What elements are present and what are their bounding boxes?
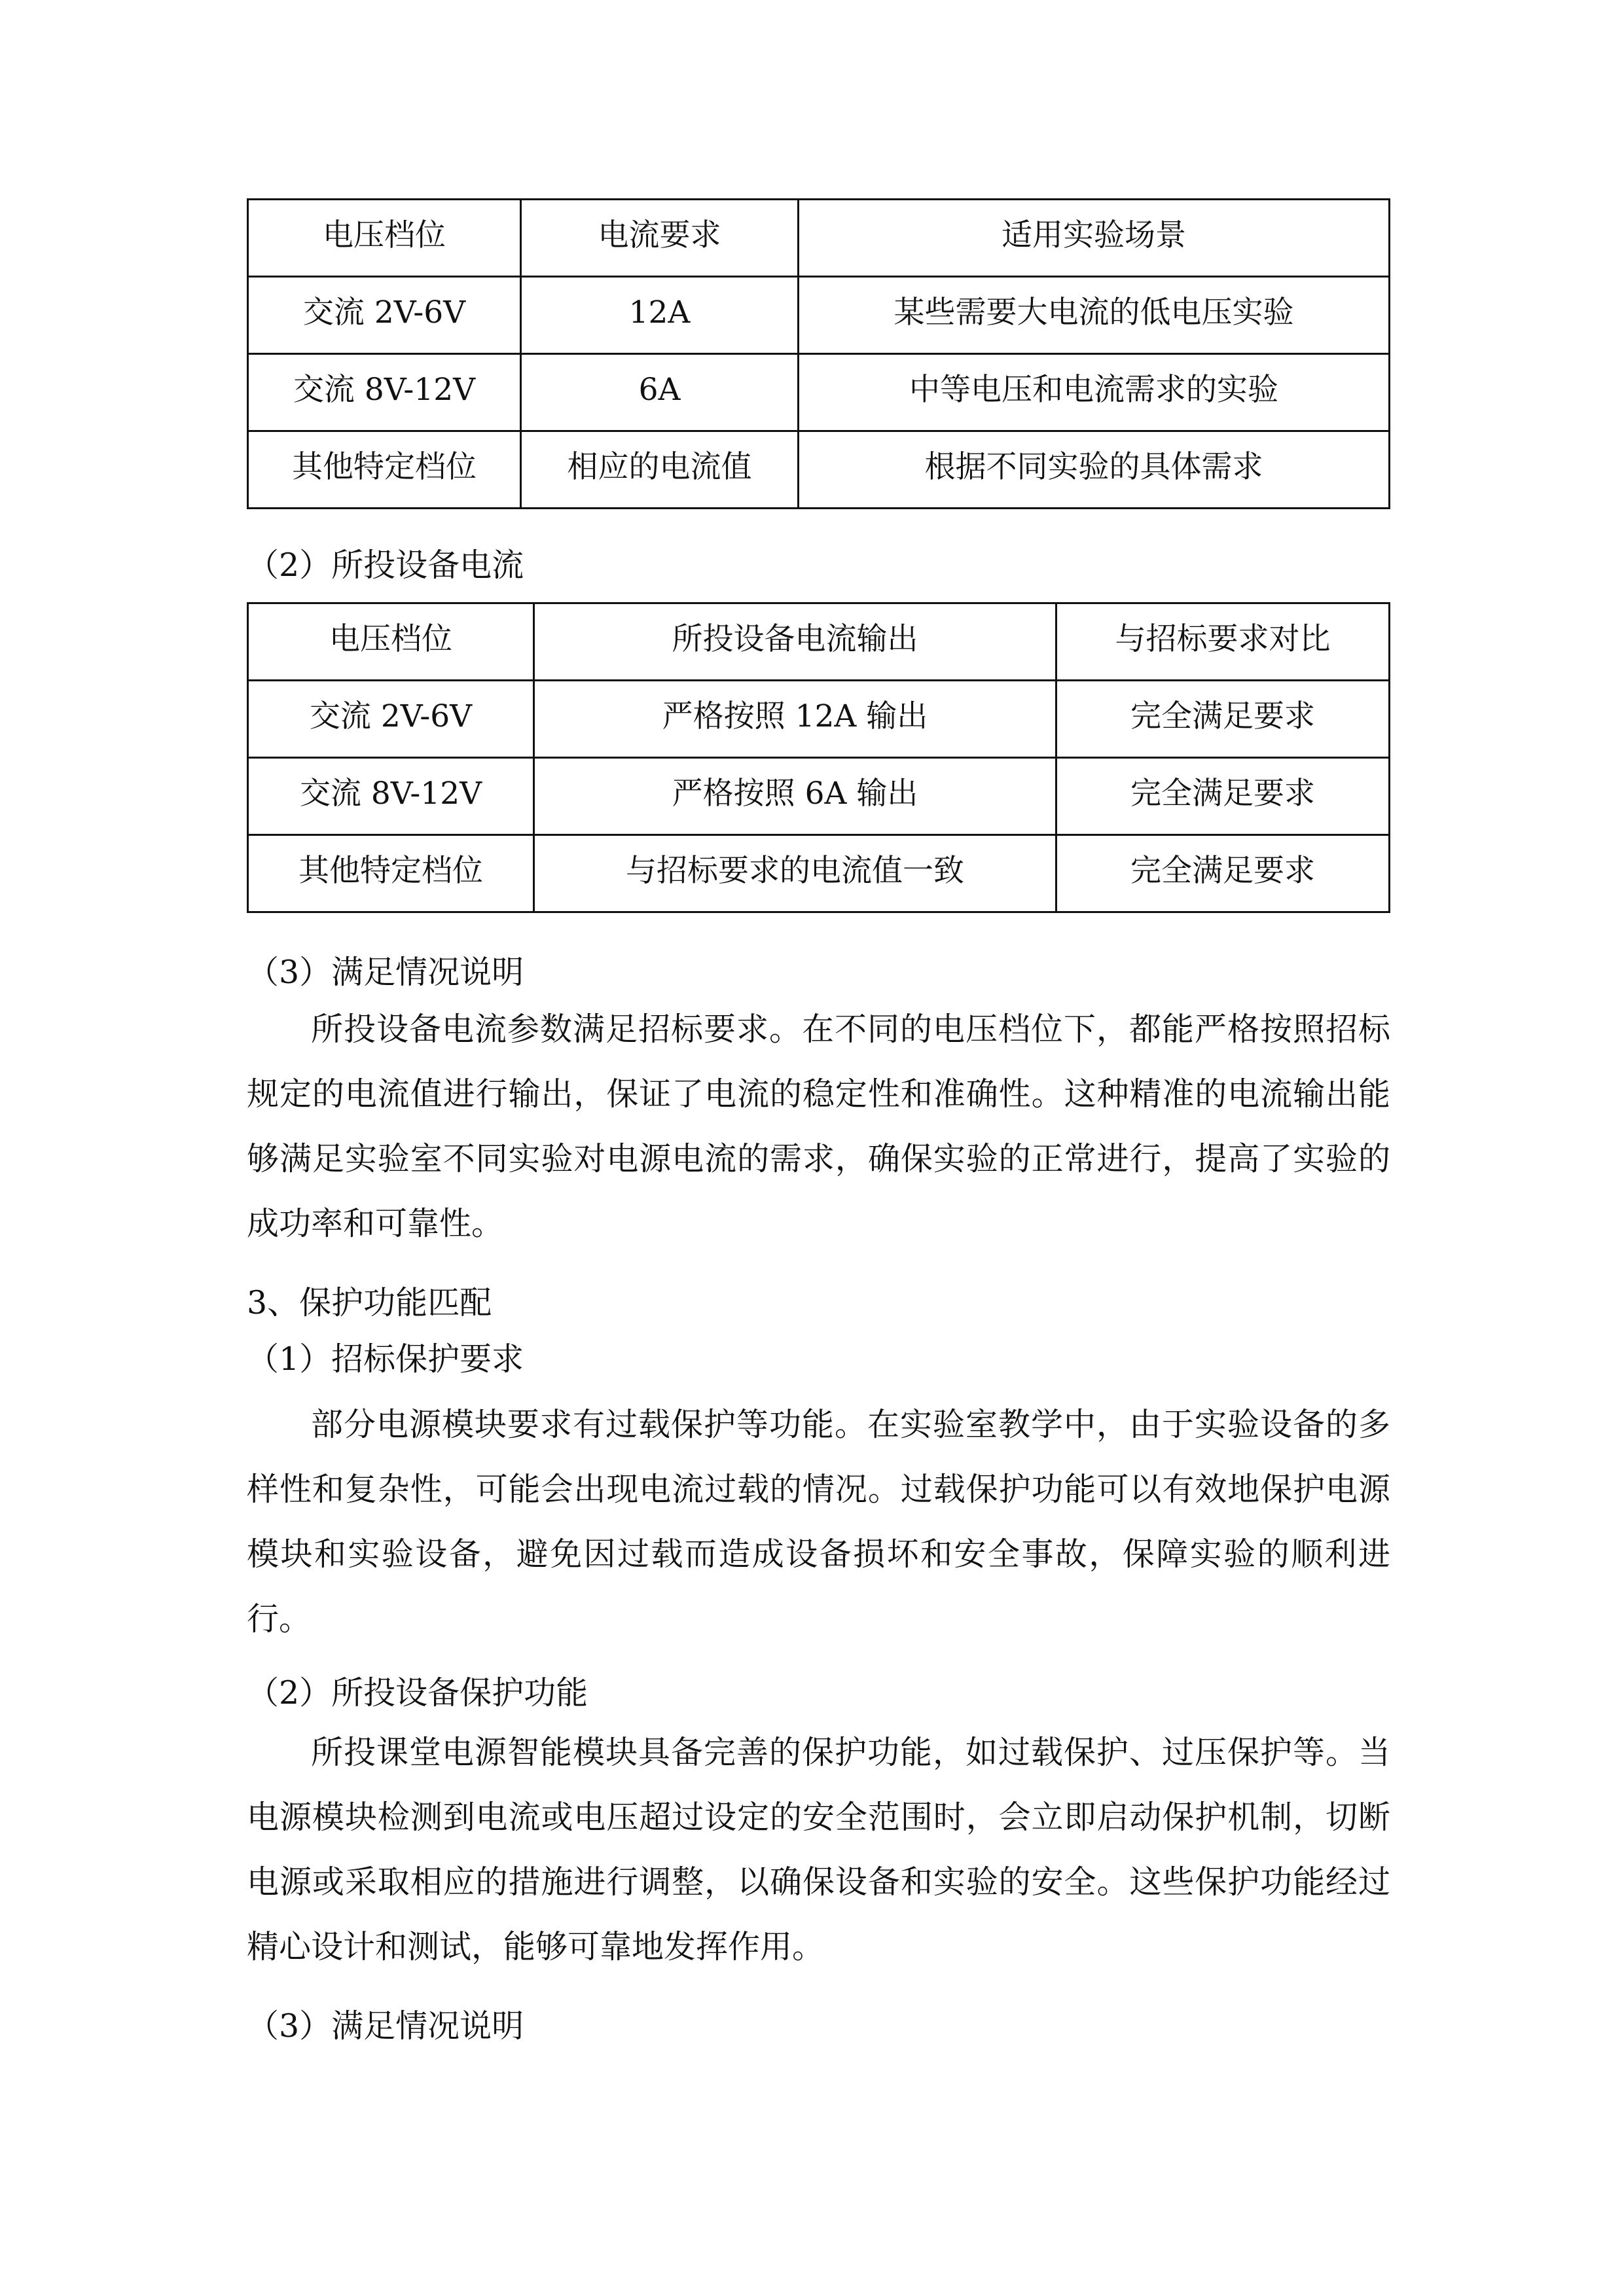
current-requirement-table bbox=[247, 198, 1390, 509]
table-cell: 完全满足要求 bbox=[1056, 681, 1390, 758]
header-cell: 电流要求 bbox=[521, 200, 799, 277]
paragraph: 部分电源模块要求有过载保护等功能。在实验室教学中，由于实验设备的多样性和复杂性，可能会出现电流过载的情况。过载保护功能可以有效地保护电源模块和实验设备，避免因过载而造成设备损坏和安全事故，保障实验的顺利进行。 bbox=[247, 1406, 1390, 1638]
table-cell: 完全满足要求 bbox=[1056, 758, 1390, 835]
table-header-row bbox=[248, 200, 1390, 277]
table-cell: 12A bbox=[521, 277, 799, 354]
table-cell: 严格按照 12A 输出 bbox=[534, 681, 1056, 758]
device-current-table bbox=[247, 602, 1390, 913]
table-row bbox=[248, 758, 1390, 835]
section-title: （2）所投设备电流 bbox=[247, 547, 524, 584]
table-cell: 交流 8V-12V bbox=[248, 758, 534, 835]
table-cell: 交流 2V-6V bbox=[248, 277, 521, 354]
table-cell: 6A bbox=[521, 354, 799, 431]
paragraph: 所投设备电流参数满足招标要求。在不同的电压档位下，都能严格按照招标规定的电流值进行输出，保证了电流的稳定性和准确性。这种精准的电流输出能够满足实验室不同实验对电源电流的需求，确保实验的正常进行，提高了实验的成功率和可靠性。 bbox=[247, 1011, 1390, 1242]
section-title: （2）所投设备保护功能 bbox=[247, 1674, 588, 1712]
header-cell: 所投设备电流输出 bbox=[534, 603, 1056, 681]
table-row bbox=[248, 431, 1390, 509]
table-row bbox=[248, 354, 1390, 431]
section-title: （1）招标保护要求 bbox=[247, 1340, 524, 1378]
header-cell: 电压档位 bbox=[248, 200, 521, 277]
header-cell: 与招标要求对比 bbox=[1056, 603, 1390, 681]
table-cell: 中等电压和电流需求的实验 bbox=[799, 354, 1390, 431]
table-cell: 严格按照 6A 输出 bbox=[534, 758, 1056, 835]
header-cell: 电压档位 bbox=[248, 603, 534, 681]
table-cell: 相应的电流值 bbox=[521, 431, 799, 509]
table-row bbox=[248, 835, 1390, 912]
table-cell: 某些需要大电流的低电压实验 bbox=[799, 277, 1390, 354]
header-cell: 适用实验场景 bbox=[799, 200, 1390, 277]
table-cell: 完全满足要求 bbox=[1056, 835, 1390, 912]
table-cell: 其他特定档位 bbox=[248, 431, 521, 509]
table-cell: 其他特定档位 bbox=[248, 835, 534, 912]
table-cell: 交流 2V-6V bbox=[248, 681, 534, 758]
table-row bbox=[248, 681, 1390, 758]
section-title: （3）满足情况说明 bbox=[247, 954, 524, 991]
heading: 3、保护功能匹配 bbox=[247, 1284, 492, 1321]
paragraph: 所投课堂电源智能模块具备完善的保护功能，如过载保护、过压保护等。当电源模块检测到电流或电压超过设定的安全范围时，会立即启动保护机制，切断电源或采取相应的措施进行调整，以确保设备和实验的安全。这些保护功能经过精心设计和测试，能够可靠地发挥作用。 bbox=[247, 1734, 1390, 1965]
table-cell: 与招标要求的电流值一致 bbox=[534, 835, 1056, 912]
table-row bbox=[248, 277, 1390, 354]
table-cell: 交流 8V-12V bbox=[248, 354, 521, 431]
table-header-row bbox=[248, 603, 1390, 681]
section-title: （3）满足情况说明 bbox=[247, 2007, 524, 2045]
table-cell: 根据不同实验的具体需求 bbox=[799, 431, 1390, 509]
